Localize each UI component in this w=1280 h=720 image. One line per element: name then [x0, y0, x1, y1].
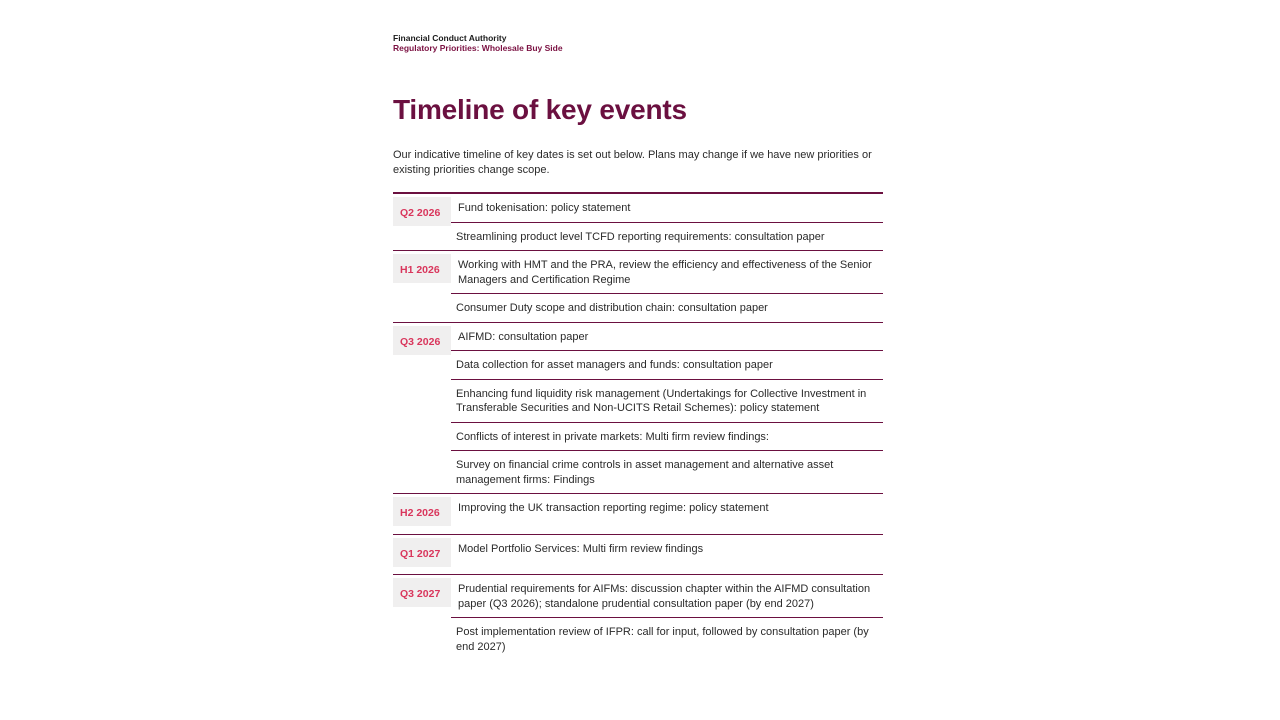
timeline-group-h2-2026	[393, 494, 883, 535]
timeline-item: Data collection for asset managers and funds: consultation paper	[451, 351, 883, 380]
period-label: H1 2026	[393, 254, 451, 283]
page-title: Timeline of key events	[393, 94, 687, 125]
timeline-item: Fund tokenisation: policy statement	[451, 194, 883, 223]
timeline-item: Working with HMT and the PRA, review the efficiency and effectiveness of the Senior Managers and Certification Regime	[451, 251, 883, 294]
period-label: Q3 2026	[393, 326, 451, 355]
period-label: Q3 2027	[393, 578, 451, 607]
intro-paragraph: Our indicative timeline of key dates is set out below. Plans may change if we have new priorities or existing priorities change scope.	[393, 149, 872, 176]
timeline-item: Model Portfolio Services: Multi firm review findings	[458, 542, 704, 555]
timeline-item: Survey on financial crime controls in asset management and alternative asset management firms: Findings	[456, 459, 834, 486]
document-subtitle: Regulatory Priorities: Wholesale Buy Side	[393, 43, 563, 53]
timeline-group-q1-2027	[393, 535, 883, 576]
period-label: Q1 2027	[393, 538, 451, 567]
document-page	[393, 33, 883, 653]
timeline-group-h1-2026	[393, 251, 883, 323]
timeline-item: Post implementation review of IFPR: call for input, followed by consultation paper (by end 2027)	[456, 626, 869, 653]
timeline-item: Conflicts of interest in private markets: Multi firm review findings:	[451, 423, 883, 452]
timeline-table	[393, 192, 883, 658]
timeline-item: Consumer Duty scope and distribution chain: consultation paper	[456, 302, 768, 314]
timeline-item: AIFMD: consultation paper	[451, 323, 883, 352]
period-label: H2 2026	[393, 497, 451, 526]
timeline-item: Enhancing fund liquidity risk management (Undertakings for Collective Investment in Transferable Securities and Non-UCITS Retail Schemes): policy statement	[451, 380, 883, 423]
timeline-group-q3-2026	[393, 323, 883, 495]
timeline-item: Improving the UK transaction reporting regime: policy statement	[458, 502, 769, 514]
period-label: Q2 2026	[393, 197, 451, 226]
timeline-group-q2-2026	[393, 194, 883, 251]
timeline-group-q3-2027	[393, 575, 883, 658]
timeline-item: Streamlining product level TCFD reporting requirements: consultation paper	[456, 230, 825, 243]
timeline-item: Prudential requirements for AIFMs: discussion chapter within the AIFMD consultation paper (Q3 2026); standalone prudential consultation paper (by end 2027)	[451, 575, 883, 618]
organisation-name: Financial Conduct Authority	[393, 33, 507, 43]
